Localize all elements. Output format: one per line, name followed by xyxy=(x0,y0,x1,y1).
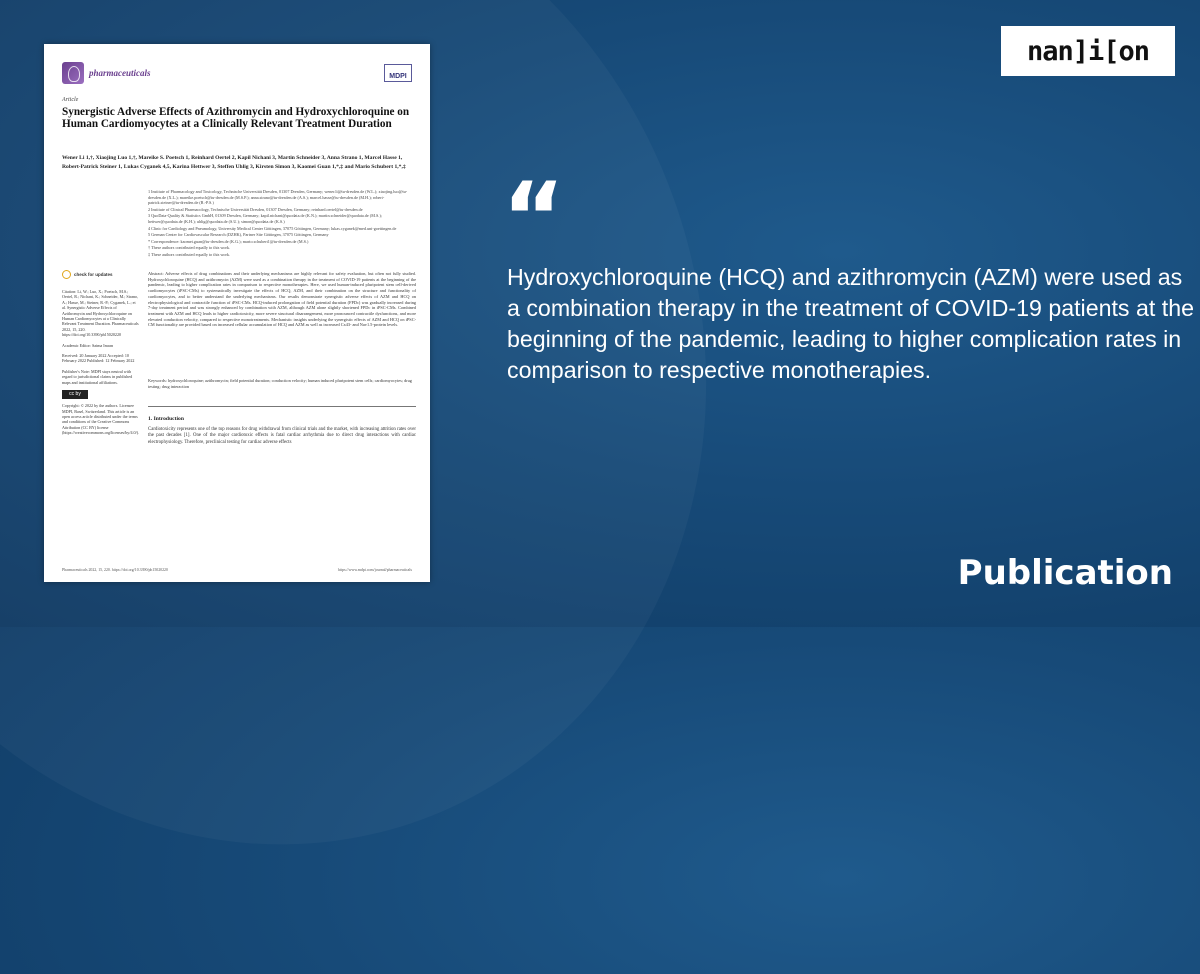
section-heading: 1. Introduction xyxy=(148,416,184,422)
cc-license-icon: cc by xyxy=(62,390,88,399)
copyright: Copyright: © 2022 by the authors. Licensee MDPI, Basel, Switzerland. This article is an open access article distributed under the terms and conditions of the Creative Commons Attribution (CC BY) license (https://creativecommons.org/licenses/by/4.0/). xyxy=(62,403,140,436)
quote-text: Hydroxychloroquine (HCQ) and azithromycin (AZM) were used as a combination therapy in the treatment of COVID-19 patients at the beginning of the pandemic, leading to higher complication rates in comparison to respective monotherapies. xyxy=(507,264,1194,383)
publication-label: Publication xyxy=(957,553,1173,593)
publisher-note: Publisher's Note: MDPI stays neutral with regard to jurisdictional claims in published maps and institutional affiliations. xyxy=(62,368,133,385)
affiliations xyxy=(148,189,416,259)
paper-sidebar xyxy=(62,270,140,441)
intro-text: Cardiotoxicity represents one of the top reasons for drug withdrawal from clinical trials and the market, with increasing attrition rates over the past decades [1]. One of the major cardiotoxic effects is fatal cardiac arrhythmia due to direct drug interactions with cardiac electrophysiology. Therefore, preclinical testing for cardiac adverse effects xyxy=(148,427,416,445)
publisher-logo: MDPI xyxy=(384,64,412,82)
affiliation-item: † These authors contributed equally to this work. xyxy=(148,245,231,251)
citation: Citation: Li, W.; Luo, X.; Poetsch, M.S.; Oertel, R.; Nichani, K.; Schneider, M.; Strano, A.; Hasse, M.; Steiner, R.-P.; Cyganek, L.; et al. Synergistic Adverse Effects of Azithromycin and Hydroxychloroquine on Human Cardiomyocytes at a Clinically Relevant Treatment Duration. Pharmaceuticals 2022, 15, 220. https://doi.org/10.3390/ph15020220 xyxy=(62,289,139,338)
divider xyxy=(148,406,416,407)
affiliation-item: ‡ These authors contributed equally to this work. xyxy=(148,251,231,257)
paper-keywords: Keywords: hydroxychloroquine; azithromycin; field potential duration; conduction velocity; human induced pluripotent stem cells; cardiomyocytes; drug testing; drug interaction xyxy=(148,378,412,389)
affiliation-item: * Correspondence: kaomei.guan@tu-dresden.de (K.G.); mario.schubert1@tu-dresden.de (M.S.) xyxy=(148,238,309,244)
footer-citation: Pharmaceuticals 2022, 15, 220. https://doi.org/10.3390/ph15020220 xyxy=(62,568,168,572)
check-updates-badge xyxy=(62,270,140,279)
check-updates-icon xyxy=(62,270,71,279)
check-updates-label: check for updates xyxy=(74,272,113,277)
affiliation-item: 5 German Center for Cardiovascular Research (DZHK), Partner Site Göttingen, 37075 Göttingen, Germany xyxy=(148,232,329,238)
paper-title: Synergistic Adverse Effects of Azithromycin and Hydroxychloroquine on Human Cardiomyocytes at a Clinically Relevant Treatment Duration xyxy=(62,106,410,130)
paper-abstract: Abstract: Adverse effects of drug combinations and their underlying mechanisms are highly relevant for safety evaluation, but often not fully studied. Hydroxychloroquine (HCQ) and azithromycin (AZM) were used as a combination therapy in the treatment of COVID-19 patients at the beginning of the pandemic, leading to higher complication rates in comparison to respective monotherapies. Here, we used human-induced pluripotent stem cell-derived cardiomyocytes (iPSC-CMs) to systematically investigate the effects of HCQ, AZM, and their combination on the structure and functionality of cardiomyocytes, and to better understand the underlying mechanisms. Our results demonstrate synergistic adverse effects of AZM and HCQ on electrophysiological and contractile function of iPSC-CMs. HCQ-induced prolongation of field potential duration (FPDc) was gradually increased during 7-day treatment period and was strongly enhanced by combination with AZM, although AZM alone slightly shortened FPDc in iPSC-CMs. Combined treatment with AZM and HCQ leads to higher cardiotoxicity, more severe structural disarrangement, more pronounced contractile dysfunctions, and more elevated conduction velocity, compared to respective monotreatments. Mechanistic insights underlying the synergistic effects of AZM and HCQ on iPSC-CM functionality are provided based on increased cellular accumulation of HCQ and AZM as well as increased Cx43- and Nav1.5-protein levels. xyxy=(148,271,416,328)
brand-logo: nan]i[on xyxy=(1001,26,1175,76)
journal-name: pharmaceuticals xyxy=(89,68,151,78)
paper-thumbnail xyxy=(44,44,430,582)
paper-authors: Wener Li 1,†, Xiaojing Luo 1,†, Mareike S. Poetsch 1, Reinhard Oertel 2, Kapil Nichani 3, Martin Schneider 3, Anna Strano 1, Marcel Hasse 1, Robert-Patrick Steiner 1, Lukas Cyganek 4,5, Karina Hettwer 3, Steffen Uhlig 3, Kirsten Simon 3, Kaomei Guan 1,*,‡ and Mario Schubert 1,*,‡ xyxy=(62,155,406,170)
footer-url: https://www.mdpi.com/journal/pharmaceuticals xyxy=(337,568,412,572)
affiliation-item: 2 Institute of Clinical Pharmacology, Technische Universität Dresden, 01307 Dresden, Germany; reinhard.oertel@tu-dresden.de xyxy=(148,206,363,212)
journal-logo-icon xyxy=(62,62,84,84)
quote-mark-icon: “ xyxy=(502,162,566,274)
publication-dates: Received: 20 January 2022 Accepted: 10 February 2022 Published: 12 February 2022 xyxy=(62,353,135,364)
affiliation-item: 4 Clinic for Cardiology and Pneumology, University Medical Center Göttingen, 37075 Göttingen, Germany; lukas.cyganek@med.uni-goettingen.de xyxy=(148,225,397,231)
affiliation-item: 3 QuoData-Quality & Statistics GmbH, 01309 Dresden, Germany; kapil.nichani@quodata.de (K.N.); martin.schneider@quodata.de (M.S.); hettwer@quodata.de (K.H.); uhlig@quodata.de (S.U.); simon@quodata.de (K.S.) xyxy=(148,213,382,224)
article-type: Article xyxy=(62,97,79,103)
affiliation-item: 1 Institute of Pharmacology and Toxicology, Technische Universität Dresden, 01307 Dresden, Germany; wener.li@tu-dresden.de (W.L.); xiaojing.luo@tu-dresden.de (X.L.); mareike.poetsch@tu-dresden.de (M.S.P.); anna.strano@tu-dresden.de (A.S.); marcel.hasse@tu-dresden.de (M.H.); robert-patrick.steiner@tu-dresden.de (R.-P.S.) xyxy=(148,189,408,206)
journal-header xyxy=(62,62,151,84)
academic-editor: Academic Editor: Saima Imran xyxy=(62,342,114,348)
paper-footer xyxy=(62,568,412,572)
